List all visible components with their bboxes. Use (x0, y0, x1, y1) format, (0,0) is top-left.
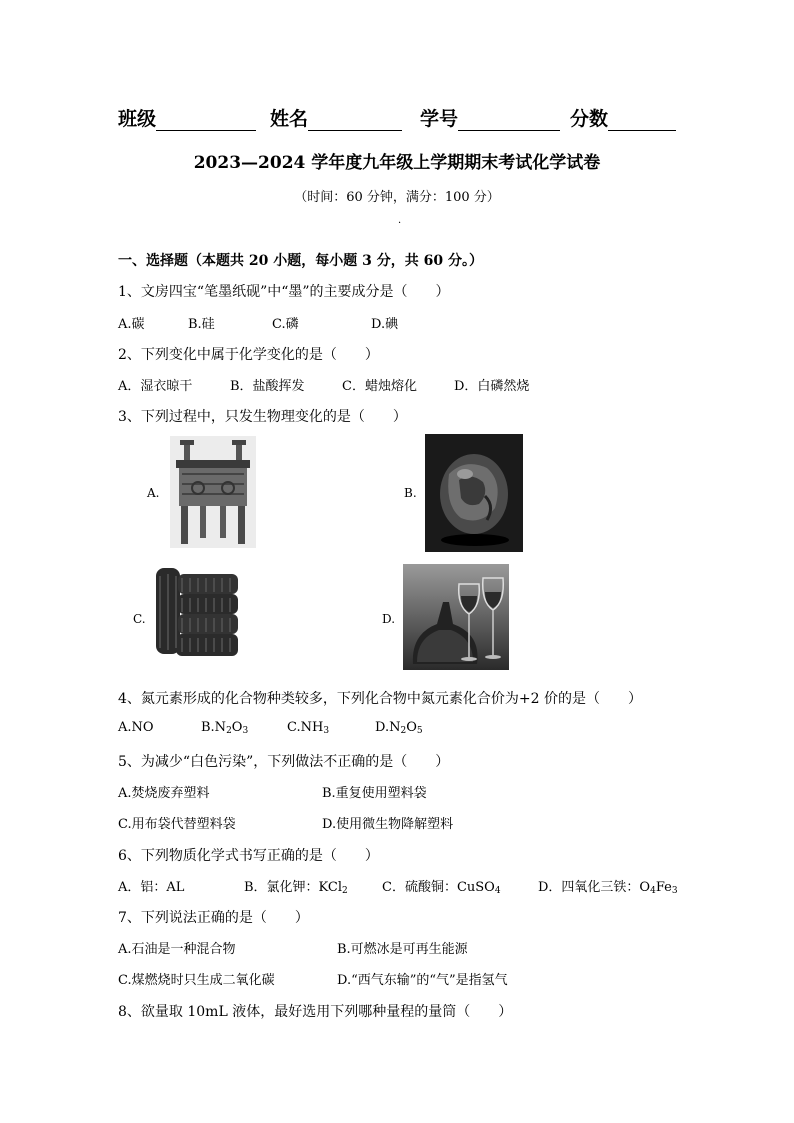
exam-title: 2023—2024 学年度九年级上学期期末考试化学试卷 (193, 153, 601, 173)
q4-b-sub2: 3 (242, 726, 249, 736)
class-blank[interactable] (156, 112, 256, 131)
q6-d-sub1: 4 (650, 886, 656, 896)
q4-d-sub2: 5 (416, 726, 423, 736)
q2-option-c[interactable]: C．蜡烛熔化 (342, 379, 417, 394)
class-field (118, 104, 256, 131)
question-3: 3、下列过程中，只发生物理变化的是（ ） (118, 409, 407, 425)
question-7: 7、下列说法正确的是（ ） (118, 910, 309, 926)
bronze-ding-icon[interactable] (170, 436, 256, 548)
q6-c-sub: 4 (494, 886, 501, 896)
q4-option-d[interactable] (375, 720, 423, 736)
jade-carving-icon[interactable] (425, 434, 523, 552)
name-field (270, 104, 402, 131)
tire-stack-icon[interactable] (150, 566, 242, 662)
q5-option-d[interactable]: D.使用微生物降解塑料 (322, 817, 454, 832)
question-5: 5、为减少“白色污染”，下列做法不正确的是（ ） (118, 754, 450, 770)
q6-option-b[interactable] (244, 876, 348, 896)
question-2: 2、下列变化中属于化学变化的是（ ） (118, 347, 379, 363)
q6-b-prefix: B．氯化钾：KCl (244, 880, 343, 895)
q5-option-a[interactable]: A.焚烧废弃塑料 (118, 786, 210, 801)
q4-b-mid: O (231, 720, 243, 735)
q6-d-mid: Fe (655, 880, 672, 895)
q4-d-mid: O (406, 720, 417, 735)
score-field (570, 104, 676, 131)
q4-d-sub1: 2 (400, 726, 407, 736)
name-label: 姓名 (270, 108, 309, 130)
q6-c-prefix: C．硫酸铜：CuSO (382, 880, 495, 895)
exam-subtitle: （时间：60 分钟，满分：100 分） (294, 190, 500, 205)
q7-option-d[interactable]: D.“西气东输”的“气”是指氢气 (337, 973, 508, 988)
question-6: 6、下列物质化学式书写正确的是（ ） (118, 848, 379, 864)
q6-option-d[interactable] (538, 876, 678, 896)
q7-option-a[interactable]: A.石油是一种混合物 (118, 942, 236, 957)
q3-option-c-label[interactable]: C. (133, 612, 146, 626)
separator-dot: · (398, 218, 402, 229)
q4-d-prefix: D.N (375, 720, 401, 735)
question-1: 1、文房四宝“笔墨纸砚”中“墨”的主要成分是（ ） (118, 284, 450, 300)
q6-option-c[interactable] (382, 876, 501, 896)
q3-option-a-label[interactable]: A. (147, 486, 160, 500)
q2-option-a[interactable]: A．湿衣晾干 (118, 379, 193, 394)
id-label: 学号 (420, 108, 459, 130)
q6-b-sub: 2 (342, 886, 348, 896)
q6-d-sub2: 3 (671, 886, 678, 896)
q4-option-b[interactable] (201, 720, 248, 736)
q3-option-d-label[interactable]: D. (382, 612, 396, 626)
score-label: 分数 (570, 108, 609, 130)
q4-option-a[interactable]: A.NO (118, 720, 154, 735)
q3-option-b-label[interactable]: B. (404, 486, 417, 500)
question-8: 8、欲量取 10mL 液体，最好选用下列哪种量程的量筒（ ） (118, 1004, 513, 1020)
wine-glasses-icon[interactable] (403, 564, 509, 670)
student-info-header (118, 104, 678, 132)
q5-option-b[interactable]: B.重复使用塑料袋 (322, 786, 427, 801)
q2-option-b[interactable]: B．盐酸挥发 (230, 379, 305, 394)
q7-option-b[interactable]: B.可燃冰是可再生能源 (337, 942, 468, 957)
section-heading: 一、选择题（本题共 20 小题，每小题 3 分，共 60 分。） (118, 253, 483, 269)
q7-option-c[interactable]: C.煤燃烧时只生成二氧化碳 (118, 973, 275, 988)
q1-option-b[interactable]: B.硅 (188, 317, 215, 332)
id-blank[interactable] (458, 112, 560, 131)
q6-option-a[interactable]: A．铝：AL (118, 880, 185, 895)
q4-b-sub1: 2 (226, 726, 232, 736)
score-blank[interactable] (608, 112, 676, 131)
name-blank[interactable] (308, 112, 402, 131)
class-label: 班级 (118, 108, 157, 130)
q4-b-prefix: B.N (201, 720, 227, 735)
q1-option-c[interactable]: C.磷 (272, 317, 299, 332)
q4-c-prefix: C.NH (287, 720, 324, 735)
question-4: 4、氮元素形成的化合物种类较多，下列化合物中氮元素化合价为+2 价的是（ ） (118, 691, 642, 707)
id-field (420, 104, 560, 131)
q2-option-d[interactable]: D．白磷然烧 (454, 379, 530, 394)
q6-d-prefix: D．四氧化三铁：O (538, 880, 651, 895)
q4-option-c[interactable] (287, 720, 329, 736)
q1-option-a[interactable]: A.碳 (118, 317, 145, 332)
q1-option-d[interactable]: D.碘 (371, 317, 399, 332)
q5-option-c[interactable]: C.用布袋代替塑料袋 (118, 817, 236, 832)
q4-c-sub1: 3 (323, 726, 330, 736)
